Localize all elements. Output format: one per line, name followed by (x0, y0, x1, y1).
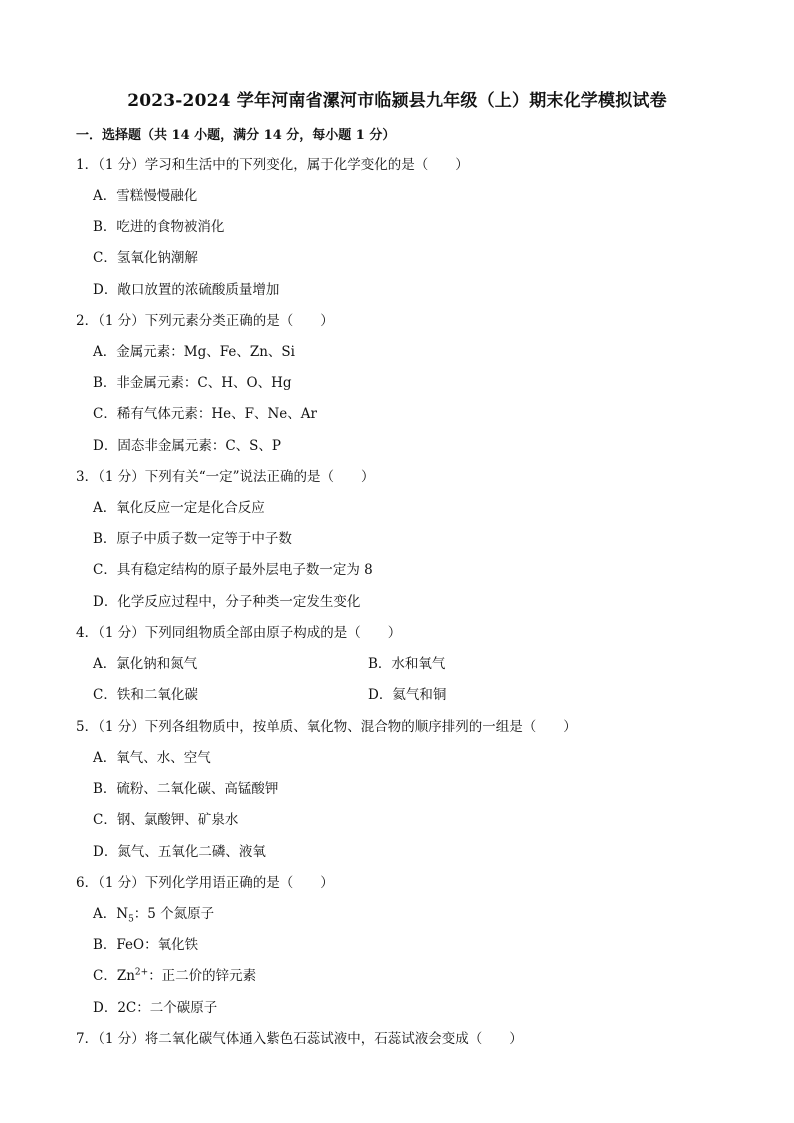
option-c-text: ：正二价的锌元素 (148, 968, 257, 984)
question-3-stem: 3．（1 分）下列有关“一定”说法正确的是（ ） (76, 469, 375, 485)
page-title: 2023-2024 学年河南省漯河市临颍县九年级（上）期末化学模拟试卷 (127, 91, 667, 111)
question-5-option-c: C．钢、氯酸钾、矿泉水 (93, 812, 239, 828)
question-2-option-c: C．稀有气体元素：He、F、Ne、Ar (93, 406, 317, 422)
section-heading: 一．选择题（共 14 小题，满分 14 分，每小题 1 分） (76, 128, 396, 143)
question-2-option-a: A．金属元素：Mg、Fe、Zn、Si (93, 344, 295, 360)
question-1-option-c: C．氢氧化钠潮解 (93, 250, 198, 266)
question-5-stem: 5．（1 分）下列各组物质中，按单质、氧化物、混合物的顺序排列的一组是（ ） (76, 719, 577, 735)
option-c-prefix: C．Zn (93, 968, 135, 984)
question-5-option-b: B．硫粉、二氧化碳、高锰酸钾 (93, 781, 279, 797)
option-a-subscript: 5 (128, 914, 134, 925)
question-4-option-b: B．水和氧气 (368, 656, 446, 672)
question-1-stem: 1．（1 分）学习和生活中的下列变化，属于化学变化的是（ ） (76, 157, 469, 173)
question-1-option-b: B．吃进的食物被消化 (93, 219, 225, 235)
question-4-stem: 4．（1 分）下列同组物质全部由原子构成的是（ ） (76, 625, 402, 641)
option-c-superscript: 2+ (134, 967, 149, 978)
question-3-option-b: B．原子中质子数一定等于中子数 (93, 531, 292, 547)
question-1-option-a: A．雪糕慢慢融化 (93, 188, 198, 204)
question-5-option-d: D．氮气、五氧化二磷、液氧 (93, 844, 266, 860)
question-6-stem: 6．（1 分）下列化学用语正确的是（ ） (76, 875, 334, 891)
question-7-stem: 7．（1 分）将二氧化碳气体通入紫色石蕊试液中，石蕊试液会变成（ ） (76, 1031, 523, 1047)
question-6-option-c (93, 967, 256, 985)
question-2-option-d: D．固态非金属元素：C、S、P (93, 438, 281, 454)
question-6-option-b: B．FeO：氧化铁 (93, 937, 199, 953)
question-6-option-d: D．2C：二个碳原子 (93, 1000, 218, 1016)
question-1-option-d: D．敞口放置的浓硫酸质量增加 (93, 282, 280, 298)
question-5-option-a: A．氧气、水、空气 (93, 750, 211, 766)
question-2-option-b: B．非金属元素：C、H、O、Hg (93, 375, 292, 391)
question-2-stem: 2．（1 分）下列元素分类正确的是（ ） (76, 313, 334, 329)
question-3-option-d: D．化学反应过程中，分子种类一定发生变化 (93, 594, 361, 610)
question-4-option-a: A．氯化钠和氮气 (93, 656, 198, 672)
option-a-text: ：5 个氮原子 (133, 906, 215, 922)
question-6-option-a (93, 905, 214, 923)
option-a-prefix: A．N (93, 906, 129, 922)
question-3-option-c: C．具有稳定结构的原子最外层电子数一定为 8 (93, 562, 373, 578)
question-3-option-a: A．氧化反应一定是化合反应 (93, 500, 265, 516)
question-4-option-c: C．铁和二氧化碳 (93, 687, 198, 703)
question-4-option-d: D．氦气和铜 (368, 687, 447, 703)
